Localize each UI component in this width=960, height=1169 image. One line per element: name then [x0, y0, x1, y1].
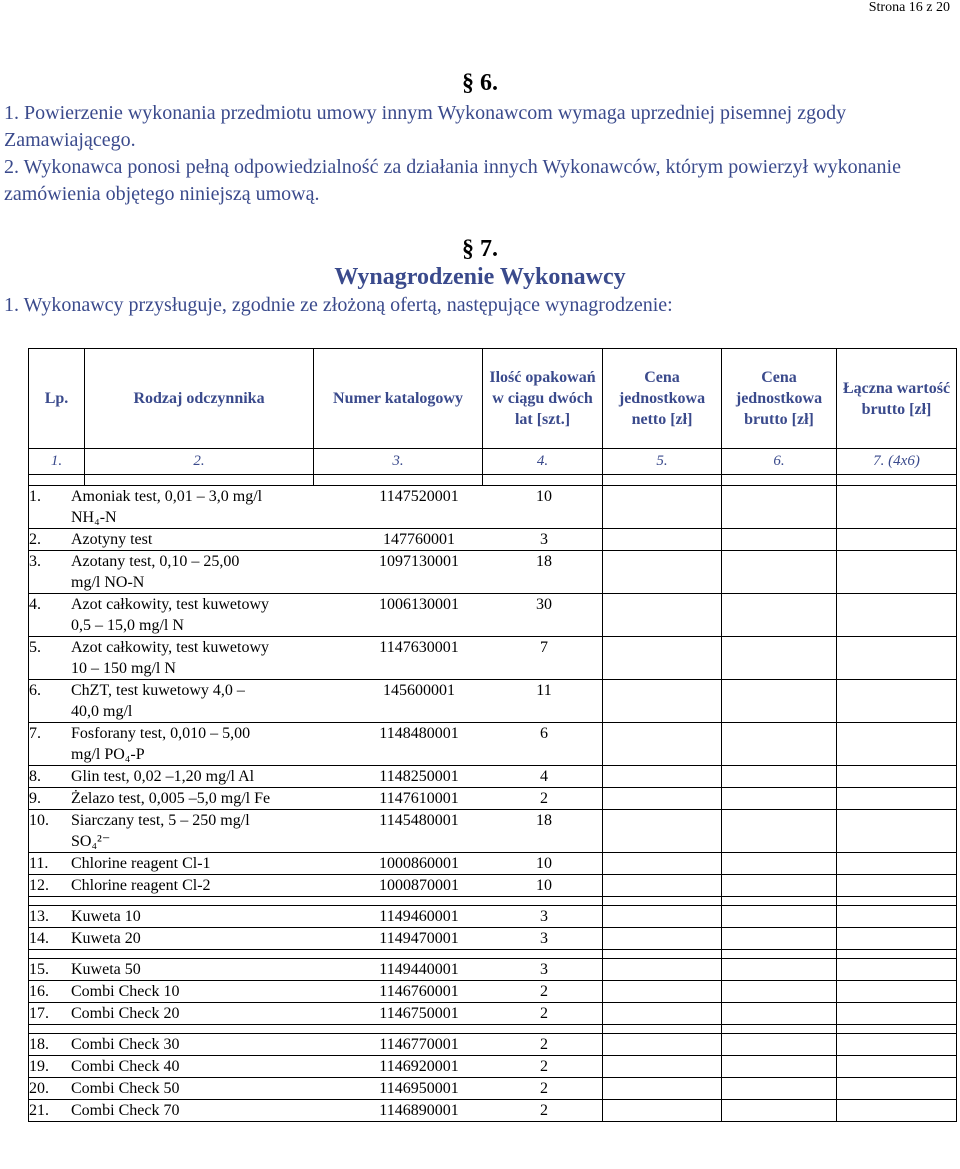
row-total-gross — [837, 788, 957, 810]
row-catalog-number: 1148480001 — [379, 725, 459, 742]
row-catalog-number: 1148250001 — [379, 768, 459, 785]
table-row — [29, 928, 957, 950]
row-quantity: 3 — [540, 531, 548, 548]
row-catalog-number: 1146750001 — [379, 1005, 459, 1022]
table-row — [29, 1034, 957, 1056]
row-catalog-number: 1145480001 — [379, 812, 459, 829]
row-lp: 12. — [29, 877, 49, 894]
row-catalog-number: 1146890001 — [379, 1102, 459, 1119]
row-unit-price-net — [603, 981, 722, 1003]
table-row — [29, 680, 957, 723]
row-total-gross — [837, 637, 957, 680]
row-reagent-name — [71, 637, 349, 679]
row-unit-price-gross — [722, 1056, 837, 1078]
row-lp: 6. — [29, 682, 41, 699]
row-total-gross — [837, 875, 957, 897]
row-reagent-name-line1: Combi Check 10 — [71, 983, 180, 1000]
row-reagent-name — [71, 853, 349, 874]
row-lp: 10. — [29, 812, 49, 829]
row-unit-price-net — [603, 788, 722, 810]
section-7-heading: § 7. — [462, 236, 498, 262]
row-unit-price-gross — [722, 680, 837, 723]
row-unit-price-net — [603, 594, 722, 637]
row-unit-price-gross — [722, 810, 837, 853]
colnum-3: 3. — [314, 449, 483, 475]
row-total-gross — [837, 959, 957, 981]
row-unit-price-net — [603, 906, 722, 928]
row-quantity: 6 — [540, 725, 548, 742]
row-reagent-name — [71, 1078, 349, 1099]
row-quantity: 18 — [536, 812, 552, 829]
row-catalog-number: 1147520001 — [379, 488, 459, 505]
spacer-row — [29, 475, 957, 486]
row-total-gross — [837, 1078, 957, 1100]
row-reagent-name-line1: Kuweta 20 — [71, 930, 141, 947]
colnum-5: 5. — [603, 449, 722, 475]
row-reagent-name-line2: 0,5 – 15,0 mg/l N — [71, 617, 184, 634]
row-reagent-name — [71, 788, 349, 809]
row-quantity: 7 — [540, 639, 548, 656]
table-row — [29, 529, 957, 551]
table-row — [29, 766, 957, 788]
row-reagent-name-line1: Azot całkowity, test kuwetowy — [71, 639, 270, 656]
row-reagent-name-line1: Azotyny test — [71, 531, 153, 548]
row-reagent-name-line1: Żelazo test, 0,005 –5,0 mg/l Fe — [71, 790, 271, 807]
row-total-gross — [837, 1003, 957, 1025]
table-row — [29, 788, 957, 810]
row-total-gross — [837, 551, 957, 594]
row-unit-price-net — [603, 723, 722, 766]
row-reagent-name — [71, 551, 349, 593]
row-reagent-name-line2: mg/l NO-N — [71, 574, 145, 591]
row-reagent-name-line2: 10 – 150 mg/l N — [71, 660, 176, 677]
row-quantity: 2 — [540, 790, 548, 807]
header-catalog-number: Numer katalogowy — [314, 349, 483, 449]
row-quantity: 4 — [540, 768, 548, 785]
row-reagent-name — [71, 810, 349, 852]
row-quantity: 2 — [540, 1005, 548, 1022]
row-reagent-name-line1: ChZT, test kuwetowy 4,0 – — [71, 682, 245, 699]
spacer-row — [29, 1025, 957, 1034]
section-6-paragraph-2: 2. Wykonawca ponosi pełną odpowiedzialność za działania innych Wykonawców, którym powierzył wykonanie zamówienia objętego niniejszą umową. — [4, 156, 901, 205]
table-row — [29, 1100, 957, 1122]
row-unit-price-net — [603, 1078, 722, 1100]
row-reagent-name — [71, 1100, 349, 1121]
row-reagent-name — [71, 529, 349, 550]
table-row — [29, 875, 957, 897]
row-lp: 8. — [29, 768, 41, 785]
row-reagent-name — [71, 875, 349, 896]
row-total-gross — [837, 1034, 957, 1056]
table-row — [29, 551, 957, 594]
row-total-gross — [837, 529, 957, 551]
row-unit-price-net — [603, 810, 722, 853]
row-lp: 9. — [29, 790, 41, 807]
table-row — [29, 981, 957, 1003]
row-reagent-name — [71, 594, 349, 636]
row-unit-price-gross — [722, 928, 837, 950]
spacer-row — [29, 950, 957, 959]
row-reagent-name-line2: 40,0 mg/l — [71, 703, 133, 720]
row-reagent-name-line1: Siarczany test, 5 – 250 mg/l — [71, 812, 250, 829]
row-unit-price-gross — [722, 551, 837, 594]
row-catalog-number: 1149460001 — [379, 908, 459, 925]
row-lp: 17. — [29, 1005, 49, 1022]
row-total-gross — [837, 853, 957, 875]
row-reagent-name-line1: Chlorine reagent Cl-2 — [71, 877, 211, 894]
row-reagent-name — [71, 1056, 349, 1077]
row-total-gross — [837, 766, 957, 788]
row-total-gross — [837, 1056, 957, 1078]
row-quantity: 18 — [536, 553, 552, 570]
row-unit-price-gross — [722, 906, 837, 928]
row-catalog-number: 145600001 — [383, 682, 455, 699]
row-reagent-name — [71, 928, 349, 949]
row-unit-price-net — [603, 875, 722, 897]
row-quantity: 10 — [536, 877, 552, 894]
table-row — [29, 810, 957, 853]
row-catalog-number: 1006130001 — [379, 596, 459, 613]
colnum-7: 7. (4x6) — [837, 449, 957, 475]
row-quantity: 3 — [540, 908, 548, 925]
row-unit-price-net — [603, 1100, 722, 1122]
row-quantity: 2 — [540, 1036, 548, 1053]
row-total-gross — [837, 594, 957, 637]
remuneration-table — [28, 348, 957, 1122]
row-reagent-name — [71, 766, 349, 787]
row-quantity: 2 — [540, 1080, 548, 1097]
row-quantity: 10 — [536, 488, 552, 505]
row-unit-price-gross — [722, 959, 837, 981]
row-lp: 4. — [29, 596, 41, 613]
table-row — [29, 594, 957, 637]
row-unit-price-gross — [722, 594, 837, 637]
row-reagent-name — [71, 981, 349, 1002]
section-7-title: Wynagrodzenie Wykonawcy — [334, 264, 626, 290]
row-unit-price-net — [603, 1056, 722, 1078]
table-row — [29, 1078, 957, 1100]
row-quantity: 10 — [536, 855, 552, 872]
header-unit-price-net: Cena jednostkowa netto [zł] — [603, 349, 722, 449]
row-reagent-name-line1: Kuweta 10 — [71, 908, 141, 925]
row-lp: 2. — [29, 531, 41, 548]
header-lp: Lp. — [29, 349, 85, 449]
row-total-gross — [837, 486, 957, 529]
table-row — [29, 637, 957, 680]
row-unit-price-net — [603, 959, 722, 981]
row-unit-price-net — [603, 853, 722, 875]
row-reagent-name — [71, 1034, 349, 1055]
row-unit-price-net — [603, 766, 722, 788]
row-unit-price-net — [603, 928, 722, 950]
row-catalog-number: 1147630001 — [379, 639, 459, 656]
section-6-paragraph-1: 1. Powierzenie wykonania przedmiotu umowy innym Wykonawcom wymaga uprzedniej pisemnej zgody Zamawiającego. — [4, 102, 847, 151]
table-header-row — [29, 349, 957, 449]
row-reagent-name-line2: SO₄²⁻ — [71, 833, 111, 850]
row-quantity: 2 — [540, 1102, 548, 1119]
row-lp: 19. — [29, 1058, 49, 1075]
row-lp: 16. — [29, 983, 49, 1000]
row-reagent-name-line1: Azotany test, 0,10 – 25,00 — [71, 553, 240, 570]
row-reagent-name-line1: Fosforany test, 0,010 – 5,00 — [71, 725, 251, 742]
row-lp: 3. — [29, 553, 41, 570]
row-reagent-name-line1: Kuweta 50 — [71, 961, 141, 978]
table-row — [29, 1056, 957, 1078]
row-unit-price-net — [603, 551, 722, 594]
row-total-gross — [837, 810, 957, 853]
row-unit-price-gross — [722, 766, 837, 788]
row-quantity: 2 — [540, 983, 548, 1000]
row-unit-price-net — [603, 1034, 722, 1056]
row-unit-price-gross — [722, 486, 837, 529]
row-unit-price-net — [603, 1003, 722, 1025]
row-unit-price-gross — [722, 1003, 837, 1025]
row-unit-price-gross — [722, 529, 837, 551]
row-lp: 5. — [29, 639, 41, 656]
row-unit-price-net — [603, 486, 722, 529]
table-row — [29, 959, 957, 981]
row-total-gross — [837, 1100, 957, 1122]
row-unit-price-gross — [722, 1034, 837, 1056]
row-total-gross — [837, 723, 957, 766]
row-reagent-name-line2: mg/l PO₄-P — [71, 746, 145, 763]
row-lp: 13. — [29, 908, 49, 925]
colnum-2: 2. — [85, 449, 314, 475]
row-reagent-name — [71, 680, 349, 722]
row-quantity: 11 — [536, 682, 552, 699]
table-row — [29, 486, 957, 529]
row-lp: 7. — [29, 725, 41, 742]
row-unit-price-net — [603, 529, 722, 551]
table-row — [29, 906, 957, 928]
header-quantity: Ilość opakowań w ciągu dwóch lat [szt.] — [483, 349, 603, 449]
row-reagent-name — [71, 959, 349, 980]
row-unit-price-gross — [722, 981, 837, 1003]
row-reagent-name-line1: Glin test, 0,02 –1,20 mg/l Al — [71, 768, 255, 785]
header-reagent-type: Rodzaj odczynnika — [85, 349, 314, 449]
row-reagent-name-line1: Combi Check 70 — [71, 1102, 180, 1119]
row-reagent-name-line1: Combi Check 30 — [71, 1036, 180, 1053]
row-quantity: 3 — [540, 930, 548, 947]
row-catalog-number: 1146950001 — [379, 1080, 459, 1097]
row-reagent-name-line2: NH₄-N — [71, 509, 117, 526]
table-row — [29, 853, 957, 875]
row-catalog-number: 1149440001 — [379, 961, 459, 978]
row-total-gross — [837, 680, 957, 723]
row-lp: 15. — [29, 961, 49, 978]
row-catalog-number: 1097130001 — [379, 553, 459, 570]
header-unit-price-gross: Cena jednostkowa brutto [zł] — [722, 349, 837, 449]
row-unit-price-gross — [722, 1078, 837, 1100]
row-unit-price-gross — [722, 788, 837, 810]
section-6-heading: § 6. — [462, 70, 498, 96]
colnum-4: 4. — [483, 449, 603, 475]
row-total-gross — [837, 981, 957, 1003]
row-catalog-number: 1000860001 — [379, 855, 459, 872]
row-total-gross — [837, 928, 957, 950]
page-number-header: Strona 16 z 20 — [868, 0, 950, 15]
row-reagent-name — [71, 723, 349, 765]
row-catalog-number: 1000870001 — [379, 877, 459, 894]
row-unit-price-gross — [722, 1100, 837, 1122]
header-total-gross: Łączna wartość brutto [zł] — [837, 349, 957, 449]
row-reagent-name-line1: Combi Check 50 — [71, 1080, 180, 1097]
row-catalog-number: 1149470001 — [379, 930, 459, 947]
table-row — [29, 723, 957, 766]
row-catalog-number: 1146760001 — [379, 983, 459, 1000]
row-lp: 20. — [29, 1080, 49, 1097]
row-reagent-name — [71, 1003, 349, 1024]
row-reagent-name-line1: Combi Check 20 — [71, 1005, 180, 1022]
row-lp: 21. — [29, 1102, 49, 1119]
colnum-1: 1. — [29, 449, 85, 475]
row-lp: 18. — [29, 1036, 49, 1053]
colnum-6: 6. — [722, 449, 837, 475]
row-reagent-name — [71, 906, 349, 927]
row-unit-price-gross — [722, 875, 837, 897]
row-reagent-name-line1: Combi Check 40 — [71, 1058, 180, 1075]
row-unit-price-net — [603, 680, 722, 723]
row-quantity: 2 — [540, 1058, 548, 1075]
row-quantity: 3 — [540, 961, 548, 978]
row-total-gross — [837, 906, 957, 928]
row-catalog-number: 147760001 — [383, 531, 455, 548]
row-catalog-number: 1146770001 — [379, 1036, 459, 1053]
row-lp: 11. — [29, 855, 49, 872]
row-lp: 14. — [29, 930, 49, 947]
row-unit-price-gross — [722, 723, 837, 766]
row-unit-price-gross — [722, 853, 837, 875]
row-catalog-number: 1146920001 — [379, 1058, 459, 1075]
row-reagent-name — [71, 486, 349, 528]
row-unit-price-gross — [722, 637, 837, 680]
column-number-row — [29, 449, 957, 475]
section-7-paragraph-1: 1. Wykonawcy przysługuje, zgodnie ze złożoną ofertą, następujące wynagrodzenie: — [4, 294, 673, 316]
row-quantity: 30 — [536, 596, 552, 613]
table-row — [29, 1003, 957, 1025]
spacer-row — [29, 897, 957, 906]
row-lp: 1. — [29, 488, 41, 505]
row-reagent-name-line1: Amoniak test, 0,01 – 3,0 mg/l — [71, 488, 263, 505]
row-reagent-name-line1: Chlorine reagent Cl-1 — [71, 855, 211, 872]
row-reagent-name-line1: Azot całkowity, test kuwetowy — [71, 596, 270, 613]
row-catalog-number: 1147610001 — [379, 790, 459, 807]
row-unit-price-net — [603, 637, 722, 680]
